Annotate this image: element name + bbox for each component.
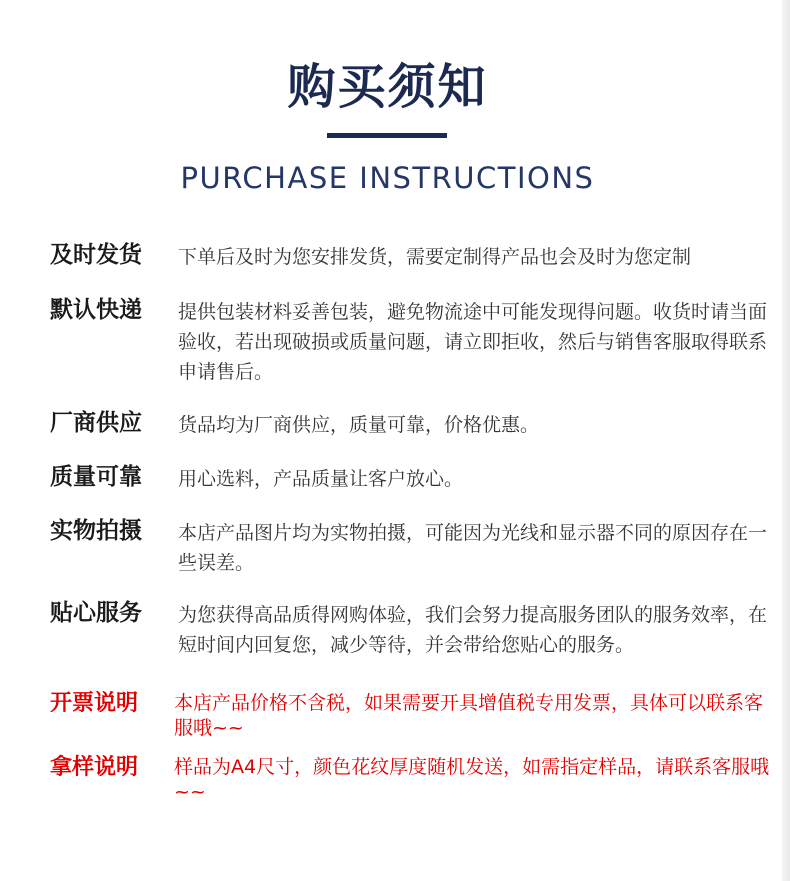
section-heading: 及时发货 xyxy=(50,242,142,268)
notice-heading: 拿样说明 xyxy=(50,755,139,780)
notice-text: 样品为A4尺寸，颜色花纹厚度随机发送，如需指定样品，请联系客服哦~~ xyxy=(174,756,770,803)
section-heading: 质量可靠 xyxy=(50,464,142,490)
section-text: 下单后及时为您安排发货，需要定制得产品也会及时为您定制 xyxy=(178,246,692,268)
title-divider xyxy=(327,133,447,138)
section-heading: 默认快递 xyxy=(50,297,142,323)
section-text: 为您获得高品质得网购体验，我们会努力提高服务团队的服务效率，在短时间内回复您，减少等待，并会带给您贴心的服务。 xyxy=(178,604,768,656)
notice-heading: 开票说明 xyxy=(50,691,139,716)
section-text: 本店产品图片均为实物拍摄，可能因为光线和显示器不同的原因存在一些误差。 xyxy=(178,522,768,574)
right-edge-strip xyxy=(782,0,790,881)
section-heading: 厂商供应 xyxy=(50,410,142,436)
section-text: 用心选料，产品质量让客户放心。 xyxy=(178,468,464,490)
section-heading: 贴心服务 xyxy=(50,600,142,626)
section-text: 提供包装材料妥善包装，避免物流途中可能发现得问题。收货时请当面验收，若出现破损或质量问题，请立即拒收，然后与销售客服取得联系申请售后。 xyxy=(178,301,768,383)
notice-text: 本店产品价格不含税，如果需要开具增值税专用发票，具体可以联系客服哦~~ xyxy=(174,692,764,739)
page-subtitle: PURCHASE INSTRUCTIONS xyxy=(180,161,595,195)
section-text: 货品均为厂商供应，质量可靠，价格优惠。 xyxy=(178,414,540,436)
section-heading: 实物拍摄 xyxy=(50,518,142,544)
page-title: 购买须知 xyxy=(287,59,488,115)
